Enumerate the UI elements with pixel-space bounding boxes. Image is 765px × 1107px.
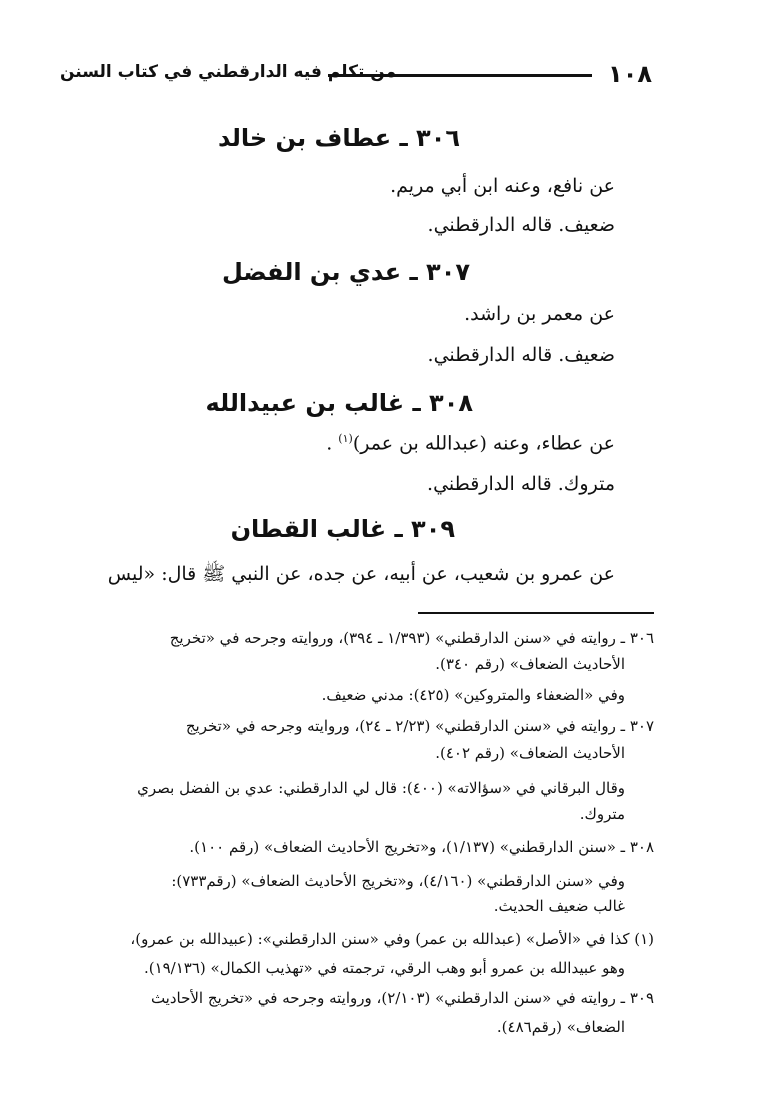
entry-title-306: ٣٠٦ ـ عطاف بن خالد	[217, 124, 460, 152]
footnote-rule	[418, 612, 654, 614]
footnote-line: غالب ضعيف الحديث.	[493, 897, 625, 915]
footnote-line: ٣٠٨ ـ «سنن الدارقطني» (١/١٣٧)، و«تخريج الأحاديث الضعاف» (رقم ١٠٠).	[189, 838, 654, 856]
entry-308-line-1-text: عن عطاء، وعنه (عبدالله بن عمر)	[352, 432, 615, 455]
footnote-line: ٣٠٦ ـ روايته في «سنن الدارقطني» (١/٣٩٣ ـ ٣٩٤)، وروايته وجرحه في «تخريج	[169, 629, 654, 647]
footnote-line: وقال البرقاني في «سؤالاته» (٤٠٠): قال لي الدارقطني: عدي بن الفضل بصري	[137, 779, 625, 797]
entry-307-line-2: ضعيف. قاله الدارقطني.	[427, 344, 615, 366]
running-title: من تكلم فيه الدارقطني في كتاب السنن	[60, 62, 397, 82]
footnote-line: الأحاديث الضعاف» (رقم ٤٠٢).	[435, 744, 625, 762]
footnote-line: وهو عبيدالله بن عمرو أبو وهب الرقي، ترجمته في «تهذيب الكمال» (١٩/١٣٦).	[143, 959, 625, 977]
footnote-line: (١) كذا في «الأصل» (عبدالله بن عمر) وفي «سنن الدارقطني»: (عبيدالله بن عمرو)،	[130, 930, 654, 948]
entry-title-309: ٣٠٩ ـ غالب القطان	[230, 515, 455, 543]
entry-307-line-1: عن معمر بن راشد.	[464, 303, 615, 325]
entry-308-line-1	[326, 432, 615, 454]
footnote-line: وفي «الضعفاء والمتروكين» (٤٢٥): مدني ضعيف.	[321, 686, 625, 704]
footnote-line: وفي «سنن الدارقطني» (٤/١٦٠)، و«تخريج الأحاديث الضعاف» (رقم٧٣٣):	[171, 872, 625, 890]
footnote-line: الضعاف» (رقم٤٨٦).	[496, 1018, 625, 1036]
entry-308-line-2: متروك. قاله الدارقطني.	[427, 473, 615, 495]
entry-308-line-1-end: .	[326, 432, 339, 455]
entry-title-308: ٣٠٨ ـ غالب بن عبيدالله	[205, 389, 473, 417]
footnote-line: الأحاديث الضعاف» (رقم ٣٤٠).	[435, 655, 625, 673]
entry-309-line-1: عن عمرو بن شعيب، عن أبيه، عن جده، عن النبي ﷺ قال: «ليس	[107, 563, 615, 585]
entry-306-line-2: ضعيف. قاله الدارقطني.	[427, 214, 615, 236]
footnote-line: ٣٠٧ ـ روايته في «سنن الدارقطني» (٢/٢٣ ـ ٢٤)، وروايته وجرحه في «تخريج	[185, 717, 654, 735]
footnote-line: ٣٠٩ ـ روايته في «سنن الدارقطني» (٢/١٠٣)، وروايته وجرحه في «تخريج الأحاديث	[150, 989, 654, 1007]
page-number: ١٠٨	[608, 60, 652, 88]
footnote-marker-1: (١)	[338, 432, 353, 445]
entry-title-307: ٣٠٧ ـ عدي بن الفضل	[221, 258, 470, 286]
entry-306-line-1: عن نافع، وعنه ابن أبي مريم.	[390, 175, 615, 197]
footnote-line: متروك.	[579, 805, 625, 823]
page-header	[60, 60, 652, 94]
